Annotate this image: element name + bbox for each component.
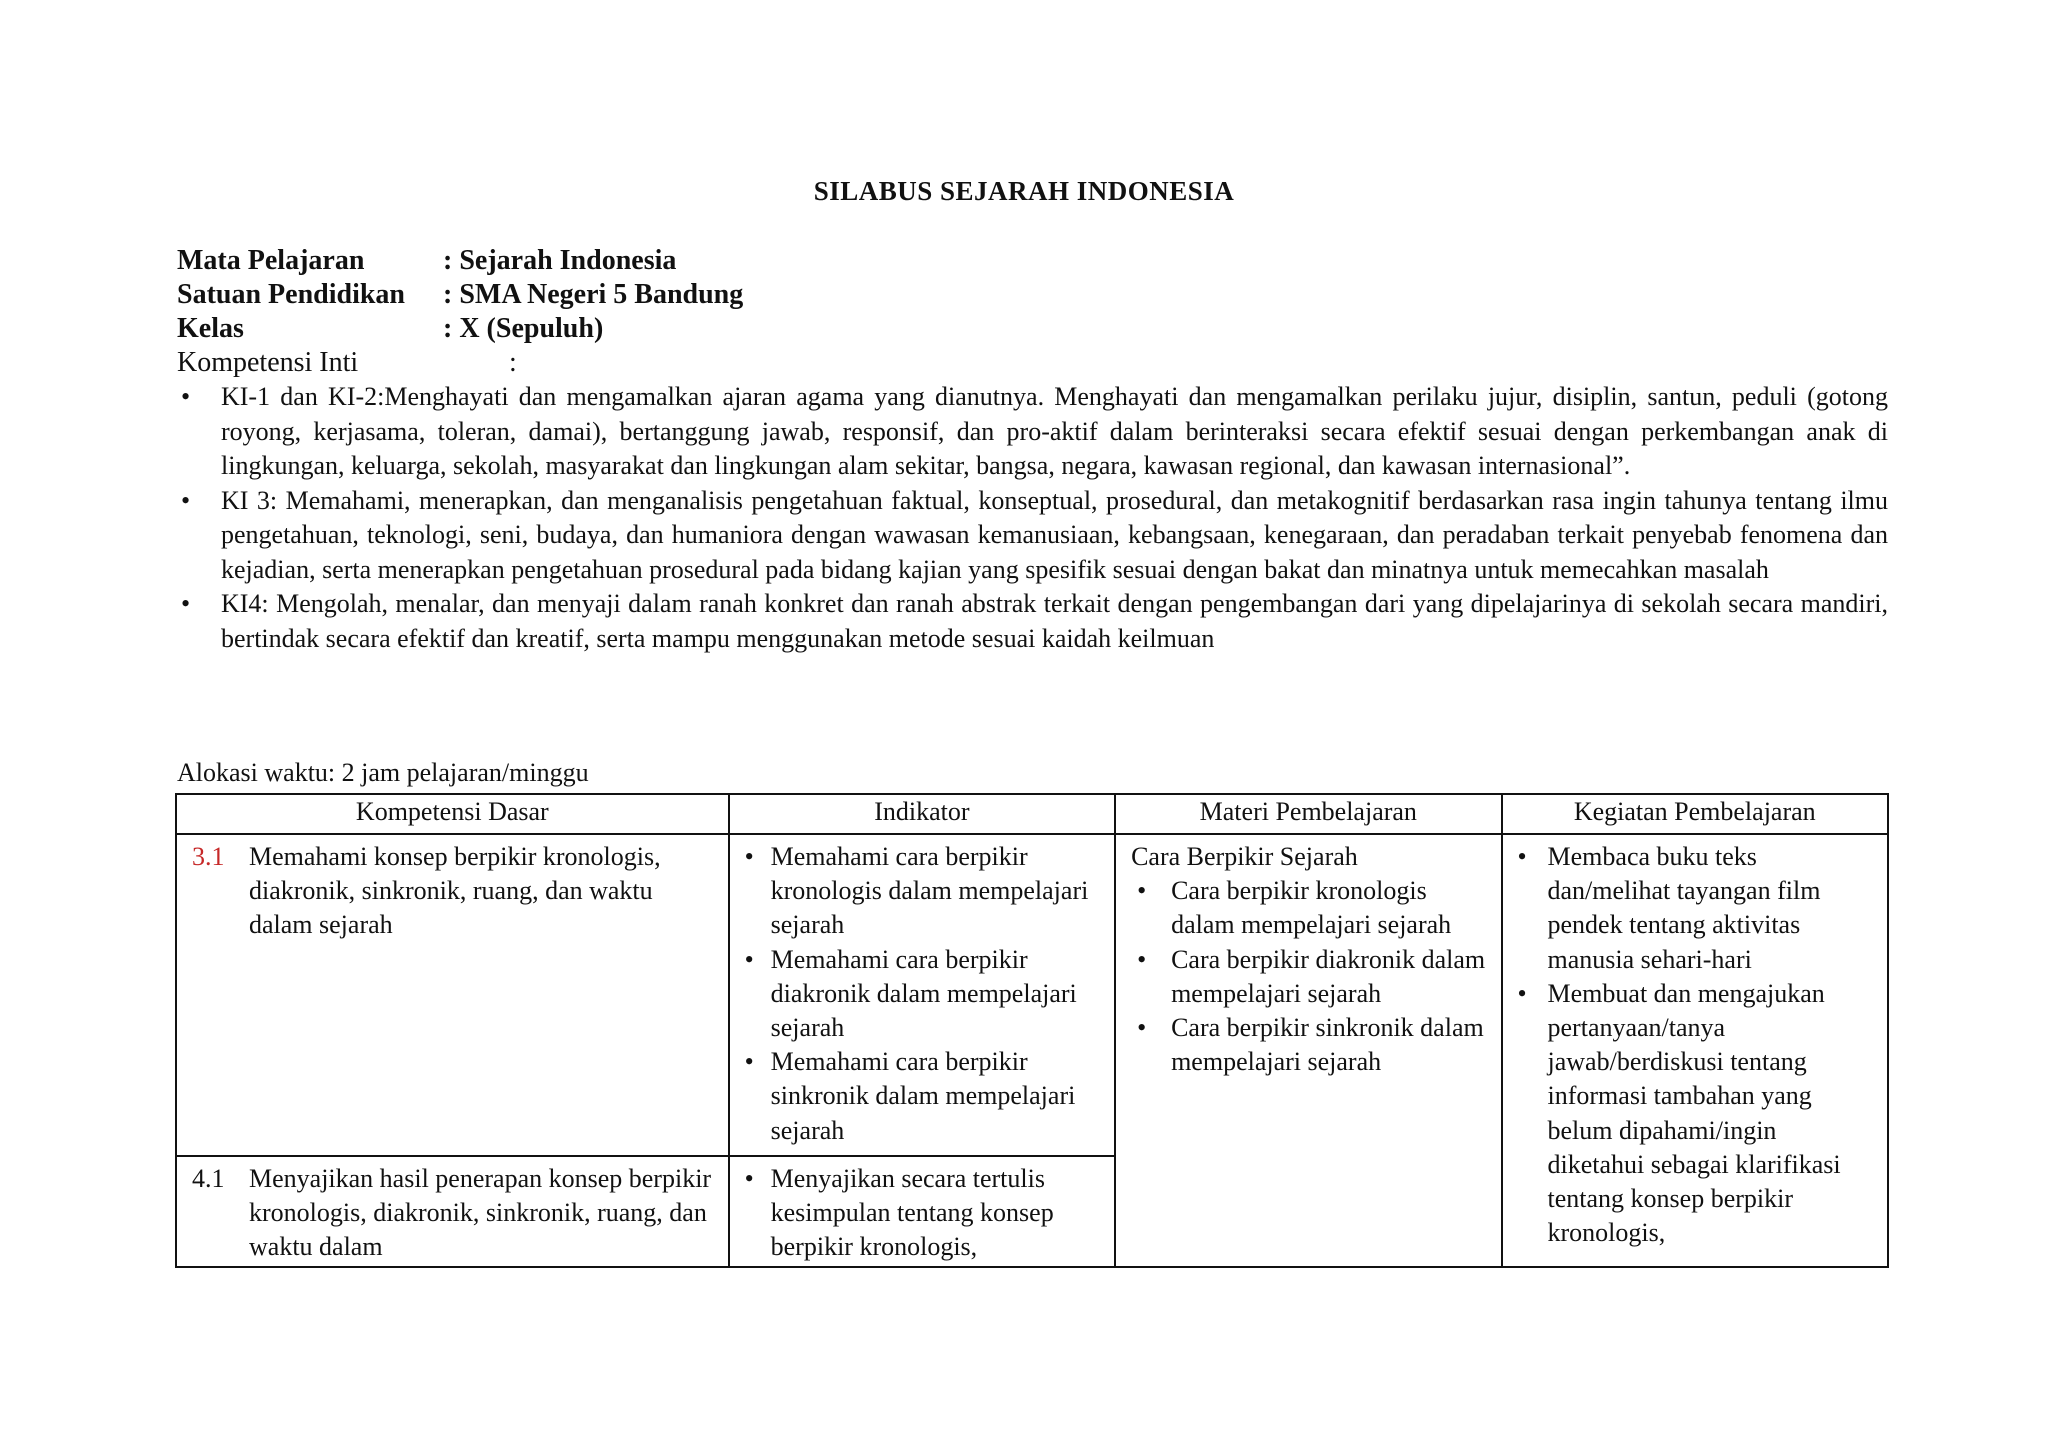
kd-text: Menyajikan hasil penerapan konsep berpikir kronologis, diakronik, sinkronik, ruang, dan waktu dalam bbox=[249, 1164, 712, 1262]
header-meta bbox=[177, 244, 743, 380]
bullet-icon: • bbox=[1517, 842, 1527, 871]
bullet-icon: • bbox=[744, 842, 754, 871]
meta-satuan-pendidikan: Satuan Pendidikan : SMA Negeri 5 Bandung bbox=[177, 279, 744, 310]
kompetensi-inti-list bbox=[177, 380, 1888, 656]
list-item: • Memahami cara berpikir diakronik dalam mempelajari sejarah bbox=[744, 944, 1077, 1043]
bullet-icon: • bbox=[744, 1164, 754, 1193]
bullet-icon: • bbox=[1137, 1013, 1147, 1043]
materi-heading: Cara Berpikir Sejarah bbox=[1131, 842, 1358, 871]
meta-kompetensi-inti: Kompetensi Inti : bbox=[177, 347, 517, 378]
document-title: SILABUS SEJARAH INDONESIA bbox=[813, 176, 1235, 206]
bullet-icon: • bbox=[1137, 876, 1147, 906]
bullet-icon: • bbox=[181, 485, 191, 515]
cell-indikator-1 bbox=[729, 834, 1115, 1156]
kd-text: Memahami konsep berpikir kronologis, diakronik, sinkronik, ruang, dan waktu dalam sejarah bbox=[249, 842, 661, 940]
cell-kd-4-1 bbox=[176, 1156, 729, 1267]
bullet-icon: • bbox=[1517, 978, 1527, 1008]
ki-item: • KI4: Mengolah, menalar, dan menyaji dalam ranah konkret dan ranah abstrak terkait dengan pengembangan dari yang dipelajarinya di sekolah secara mandiri, bertindak secara efektif dan kreatif, serta mampu menggunakan metode sesuai kaidah keilmuan bbox=[181, 589, 1888, 653]
meta-mata-pelajaran: Mata Pelajaran : Sejarah Indonesia bbox=[177, 245, 677, 276]
table-header-row bbox=[176, 794, 1888, 834]
ki-item: • KI-1 dan KI-2:Menghayati dan mengamalkan ajaran agama yang dianutnya. Menghayati dan mengamalkan perilaku jujur, disiplin, santun, peduli (gotong royong, kerjasama, toleran, damai), bertanggung jawab, responsif, dan pro-aktif dalam berinteraksi secara efektif sesuai dengan perkembangan anak di lingkungan, keluarga, sekolah, masyarakat dan lingkungan alam sekitar, bangsa, negara, kawasan regional, dan kawasan internasional”. bbox=[181, 382, 1888, 480]
kd-number: 3.1 bbox=[192, 842, 225, 871]
silabus-table bbox=[175, 793, 1889, 1268]
bullet-icon: • bbox=[181, 589, 191, 618]
list-item: • Menyajikan secara tertulis kesimpulan tentang konsep berpikir kronologis, bbox=[744, 1164, 1054, 1262]
list-item: • Memahami cara berpikir sinkronik dalam mempelajari sejarah bbox=[744, 1047, 1076, 1145]
list-item: • Membuat dan mengajukan pertanyaan/tanya jawab/berdiskusi tentang informasi tambahan yang belum dipahami/ingin diketahui sebagai klarifikasi tentang konsep berpikir kronologis, bbox=[1517, 978, 1841, 1248]
bullet-icon: • bbox=[1137, 944, 1147, 974]
list-item: • Cara berpikir sinkronik dalam mempelajari sejarah bbox=[1137, 1013, 1484, 1077]
bullet-icon: • bbox=[744, 944, 754, 974]
meta-kelas: Kelas : X (Sepuluh) bbox=[177, 313, 604, 344]
kd-number: 4.1 bbox=[192, 1164, 225, 1193]
header-kompetensi-dasar: Kompetensi Dasar bbox=[176, 794, 729, 834]
list-item: • Cara berpikir kronologis dalam mempelajari sejarah bbox=[1137, 876, 1452, 940]
header-materi: Materi Pembelajaran bbox=[1115, 794, 1501, 834]
header-indikator: Indikator bbox=[729, 794, 1115, 834]
bullet-icon: • bbox=[744, 1047, 754, 1077]
cell-kegiatan bbox=[1502, 834, 1888, 1267]
list-item: • Cara berpikir diakronik dalam mempelajari sejarah bbox=[1137, 944, 1486, 1008]
cell-materi bbox=[1115, 834, 1501, 1267]
ki-item: • KI 3: Memahami, menerapkan, dan menganalisis pengetahuan faktual, konseptual, prosedural, dan metakognitif berdasarkan rasa ingin tahunya tentang ilmu pengetahuan, teknologi, seni, budaya, dan humaniora dengan wawasan kemanusiaan, kebangsaan, kenegaraan, dan peradaban terkait penyebab fenomena dan kejadian, serta menerapkan pengetahuan prosedural pada bidang kajian yang spesifik sesuai dengan bakat dan minatnya untuk memecahkan masalah bbox=[181, 485, 1888, 584]
cell-kd-3-1 bbox=[176, 834, 729, 1156]
list-item: • Membaca buku teks dan/melihat tayangan film pendek tentang aktivitas manusia sehari-hari bbox=[1517, 842, 1821, 974]
bullet-icon: • bbox=[181, 382, 191, 411]
alokasi-waktu: Alokasi waktu: 2 jam pelajaran/minggu bbox=[177, 758, 589, 787]
cell-indikator-2 bbox=[729, 1156, 1115, 1267]
table-row bbox=[176, 834, 1888, 1156]
list-item: • Memahami cara berpikir kronologis dalam mempelajari sejarah bbox=[744, 842, 1089, 940]
header-kegiatan: Kegiatan Pembelajaran bbox=[1502, 794, 1888, 834]
